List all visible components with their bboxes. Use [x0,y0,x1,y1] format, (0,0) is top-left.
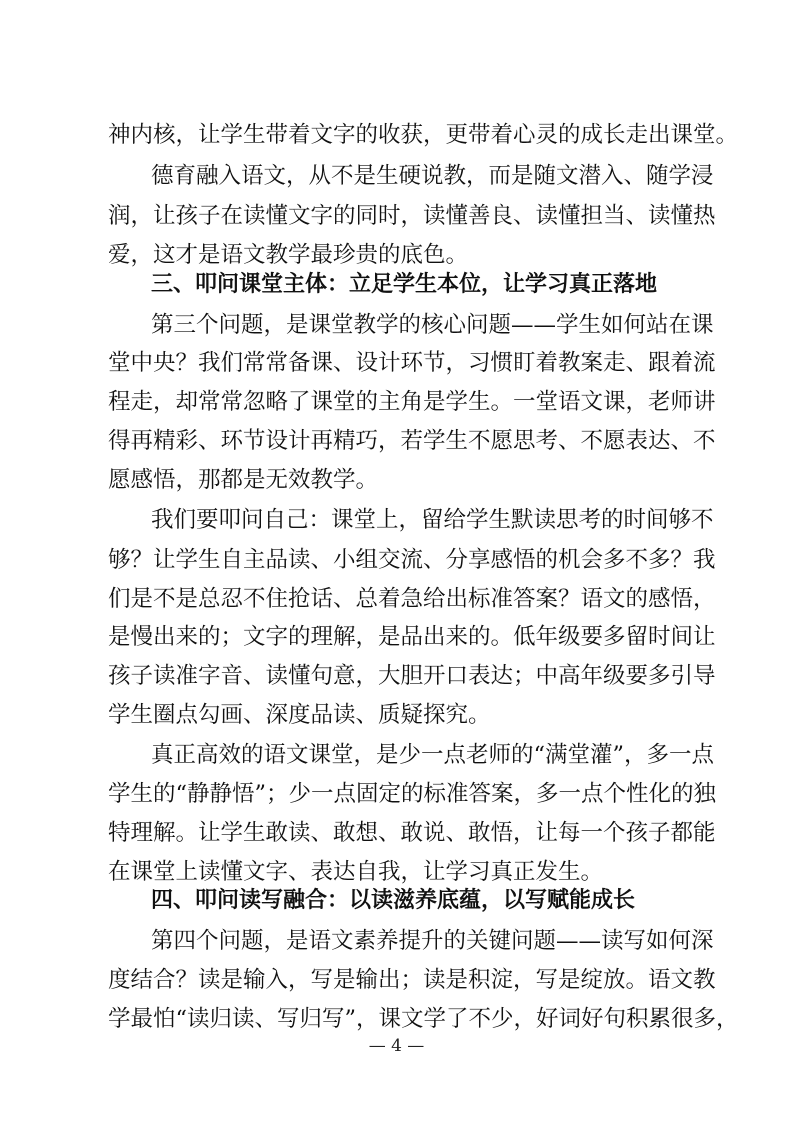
paragraph-line: 我们要叩问自己：课堂上，留给学生默读思考的时间够不 [151,507,714,533]
paragraph-line: 真正高效的语文课堂，是少一点老师的“满堂灌”，多一点 [151,742,715,768]
section-heading-3: 三、叩问课堂主体：立足学生本位，让学习真正落地 [151,272,658,297]
paragraph-line: 愿感悟，那都是无效教学。 [108,467,379,493]
paragraph-line: 润，让孩子在读懂文字的同时，读懂善良、读懂担当、读懂热 [108,203,716,229]
paragraph-line: 们是不是总忍不住抢话、总着急给出标准答案？语文的感悟， [108,586,716,612]
paragraph-line: 德育融入语文，从不是生硬说教，而是随文潜入、随学浸 [151,163,714,189]
section-heading-4: 四、叩问读写融合：以读滋养底蕴，以写赋能成长 [151,888,636,913]
paragraph-line: 学生的“静静悟”；少一点固定的标准答案，多一点个性化的独 [108,781,717,807]
paragraph-line: 堂中央？我们常常备课、设计环节，习惯盯着教案走、跟着流 [108,350,716,376]
paragraph-line: 是慢出来的；文字的理解，是品出来的。低年级要多留时间让 [108,624,716,650]
page-number: — 4 — [368,1036,425,1056]
paragraph-line: 在课堂上读懂文字、表达自我，让学习真正发生。 [108,859,604,885]
paragraph-line: 够？让学生自主品读、小组交流、分享感悟的机会多不多？我 [108,547,716,573]
paragraph-line: 得再精彩、环节设计再精巧，若学生不愿思考、不愿表达、不 [108,428,716,454]
paragraph-line: 特理解。让学生敢读、敢想、敢说、敢悟，让每一个孩子都能 [108,820,716,846]
paragraph-line: 学最怕“读归读、写归写”，课文学了不少，好词好句积累很多， [108,1006,739,1032]
paragraph-line: 孩子读准字音、读懂句意，大胆开口表达；中高年级要多引导 [108,663,716,689]
paragraph-line: 程走，却常常忽略了课堂的主角是学生。一堂语文课，老师讲 [108,389,716,415]
paragraph-line: 学生圈点勾画、深度品读、质疑探究。 [108,702,491,728]
paragraph-line: 度结合？读是输入，写是输出；读是积淀，写是绽放。语文教 [108,967,716,993]
paragraph-line: 第四个问题，是语文素养提升的关键问题——读写如何深 [151,928,714,954]
paragraph-line: 第三个问题，是课堂教学的核心问题——学生如何站在课 [151,312,714,338]
paragraph-line: 爱，这才是语文教学最珍贵的底色。 [108,242,469,268]
paragraph-line: 神内核，让学生带着文字的收获，更带着心灵的成长走出课堂。 [108,122,739,148]
